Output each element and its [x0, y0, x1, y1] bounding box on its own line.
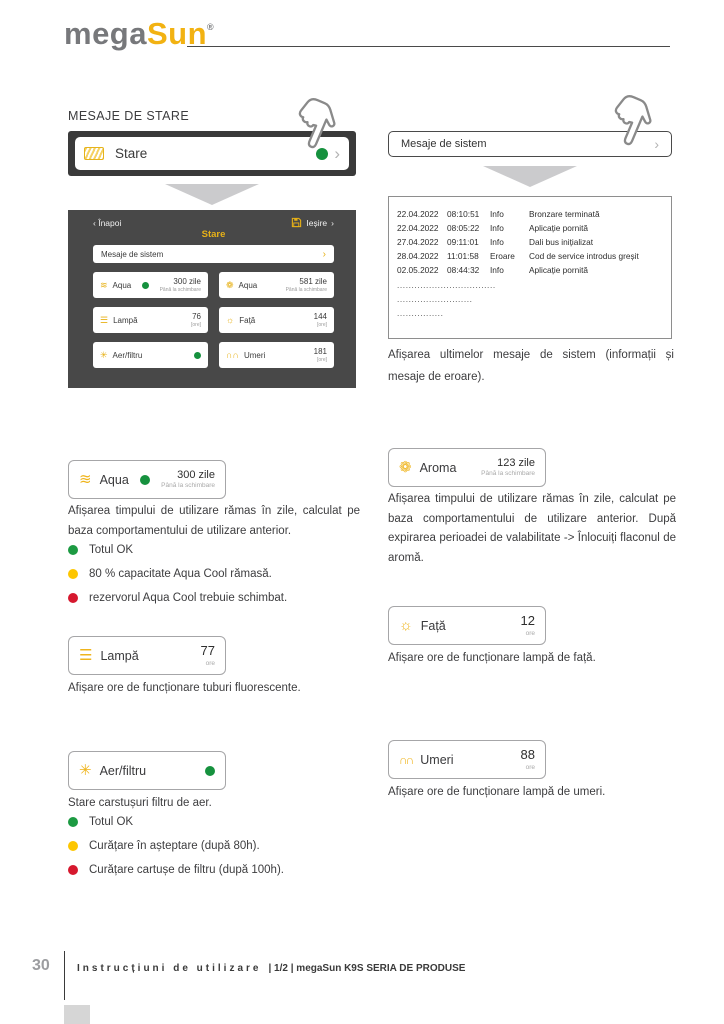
- tile-label: Față: [239, 315, 256, 325]
- status-dot-yellow: [68, 569, 78, 579]
- message-text: Aplicație pornită: [529, 222, 589, 233]
- tile-label: Aqua: [99, 472, 129, 487]
- message-text: Dali bus inițializat: [529, 236, 594, 247]
- tile-value: 300 zile: [177, 468, 215, 481]
- aer-filtru-detail-tile: [68, 751, 226, 790]
- message-date: 22.04.2022: [397, 209, 439, 219]
- legend-text: Curățare cartușe de filtru (după 100h).: [89, 864, 284, 876]
- message-row: [397, 264, 663, 278]
- tile-label: Aroma: [419, 460, 457, 475]
- legend-item: [68, 592, 287, 604]
- message-type: Info: [490, 222, 504, 233]
- save-icon: [291, 217, 302, 228]
- tile-lampa: [93, 307, 208, 333]
- message-type: Info: [490, 209, 504, 219]
- chevron-left-icon: ‹: [93, 217, 96, 228]
- aroma-icon: ❁: [226, 279, 234, 290]
- page-number: 30: [32, 957, 50, 974]
- message-row: [397, 208, 663, 222]
- tile-label: Lampă: [100, 648, 139, 663]
- ellipsis-row: ................: [397, 307, 444, 318]
- message-time: 08:44:32: [447, 264, 480, 275]
- tile-sub: ore: [525, 763, 535, 771]
- message-row: [397, 236, 663, 250]
- message-time: 08:10:51: [447, 209, 480, 219]
- aer-description: Stare carstușuri filtru de aer.: [68, 797, 212, 809]
- menu-label: Mesaje de sistem: [101, 249, 164, 259]
- legend-item: [68, 864, 284, 876]
- tile-label: Lampă: [113, 315, 138, 325]
- message-row: [397, 222, 663, 236]
- message-row: [397, 250, 663, 264]
- tile-sub: Până la schimbare: [159, 286, 201, 293]
- tile-value: 581 zile: [299, 277, 327, 287]
- hand-cursor-icon: [288, 94, 343, 156]
- hand-cursor-icon: [604, 91, 659, 153]
- legend-item: [68, 544, 133, 556]
- registered-mark: ®: [207, 22, 215, 32]
- chevron-right-icon: ›: [654, 136, 659, 152]
- status-dot-yellow: [68, 841, 78, 851]
- logo-mega: mega: [64, 16, 147, 51]
- tile-label: Aqua: [238, 280, 258, 290]
- battery-status-icon: [84, 147, 104, 160]
- tile-sub: Până la schimbare: [285, 286, 327, 293]
- footer-text: [77, 963, 465, 974]
- device-screen-header: [93, 217, 334, 228]
- status-dot-green: [68, 545, 78, 555]
- tile-fata: [219, 307, 334, 333]
- aqua-description: Afișarea timpului de utilizare rămas în zile, calculat pe baza comportamentului de utilizare anterior.: [68, 505, 360, 537]
- message-text: Bronzare terminată: [529, 209, 600, 219]
- legend-text: Totul OK: [89, 816, 134, 828]
- tile-sub: [ore]: [316, 321, 327, 328]
- logo-sun: Sun: [146, 16, 208, 51]
- flow-arrow-down: [483, 166, 577, 187]
- exit-label: Ieșire: [306, 217, 328, 228]
- footer-rule: [64, 951, 65, 1000]
- tile-label: Umeri: [243, 350, 266, 360]
- ellipsis-row: ..........................: [397, 293, 473, 304]
- lampa-detail-tile: [68, 636, 226, 675]
- device-screen-title: Stare: [201, 229, 226, 240]
- message-type: Info: [490, 236, 504, 247]
- chevron-right-icon: ›: [331, 217, 334, 228]
- legend-text: 80 % capacitate Aqua Cool rămasă.: [89, 568, 272, 580]
- tile-value: 12: [520, 613, 535, 629]
- corner-decoration: [64, 1005, 90, 1024]
- footer-right: | 1/2 | megaSun K9S SERIA DE PRODUSE: [268, 963, 466, 974]
- tile-umeri: [219, 342, 334, 368]
- fata-detail-tile: [388, 606, 546, 645]
- exit-button: [291, 217, 334, 228]
- tile-label: Umeri: [420, 752, 454, 767]
- fata-description: Afișare ore de funcționare lampă de față.: [388, 652, 596, 664]
- tile-aqua-2: [219, 272, 334, 298]
- tile-value: 300 zile: [173, 277, 201, 287]
- tile-aqua: [93, 272, 208, 298]
- air-filter-icon: ✳: [79, 762, 92, 779]
- message-type: Info: [490, 264, 504, 275]
- footer-left: Instrucțiuni de utilizare: [77, 963, 262, 974]
- message-text: Cod de service introdus greșit: [529, 250, 639, 261]
- tile-label: Față: [420, 618, 446, 633]
- message-type: Eroare: [490, 250, 515, 261]
- face-icon: ☼: [399, 617, 413, 634]
- section-title: MESAJE DE STARE: [68, 109, 190, 123]
- status-dot-green: [142, 282, 149, 289]
- tile-sub: Până la schimbare: [481, 470, 535, 478]
- aqua-icon: ≋: [100, 279, 108, 290]
- status-dot-red: [68, 865, 78, 875]
- tile-value: 88: [520, 747, 535, 763]
- legend-text: Totul OK: [89, 544, 134, 556]
- message-time: 09:11:01: [447, 236, 479, 247]
- ellipsis-row: ..................................: [397, 279, 496, 290]
- status-dot-green: [205, 766, 215, 776]
- umeri-description: Afișare ore de funcționare lampă de umeri.: [388, 786, 606, 798]
- lampa-description: Afișare ore de funcționare tuburi fluorescente.: [68, 682, 301, 694]
- status-dot-green: [68, 817, 78, 827]
- system-messages-label: Mesaje de sistem: [401, 138, 487, 150]
- tile-value: 123 zile: [497, 456, 535, 469]
- air-filter-icon: ✳: [100, 349, 108, 360]
- lamp-icon: ☰: [100, 314, 109, 325]
- chevron-right-icon: ›: [322, 248, 326, 260]
- tile-sub: ore: [205, 659, 215, 667]
- system-messages-menu-item: [93, 245, 334, 263]
- legend-item: [68, 568, 272, 580]
- tile-label: Aer/filtru: [99, 763, 147, 778]
- message-date: 02.05.2022: [397, 264, 439, 275]
- legend-item: [68, 816, 133, 828]
- tile-value: 144: [313, 312, 327, 322]
- tile-sub: Până la schimbare: [161, 482, 215, 490]
- tile-value: 77: [200, 643, 215, 659]
- aroma-icon: ❁: [399, 459, 412, 476]
- message-date: 27.04.2022: [397, 236, 439, 247]
- status-dot-green: [140, 475, 150, 485]
- tile-label: Aer/filtru: [112, 350, 143, 360]
- tile-label: Aqua: [112, 280, 132, 290]
- tile-value: 181: [313, 347, 327, 357]
- legend-text: Curățare în așteptare (după 80h).: [89, 840, 260, 852]
- message-date: 22.04.2022: [397, 222, 439, 233]
- aroma-text-2: După expirarea perioadei de valabilitate -> Înlocuiți flaconul de aromă.: [388, 512, 677, 564]
- message-time: 11:01:58: [447, 250, 479, 261]
- status-tile-grid: [93, 272, 334, 368]
- tile-sub: [ore]: [190, 321, 201, 328]
- back-button: [93, 218, 121, 228]
- messages-caption: Afișarea ultimelor mesaje de sistem (informații și mesaje de eroare).: [388, 349, 674, 384]
- aroma-detail-tile: [388, 448, 546, 487]
- chevron-right-icon: ›: [334, 144, 340, 163]
- tile-sub: ore: [525, 629, 535, 637]
- tile-sub: [ore]: [316, 356, 327, 363]
- aroma-text-1: Afișarea timpului de utilizare rămas în zile, calculat pe baza comportamentului de utilizare anterior.: [388, 493, 676, 525]
- aqua-icon: ≋: [79, 471, 92, 488]
- aqua-detail-tile: [68, 460, 226, 499]
- system-messages-list: [388, 196, 672, 339]
- legend-text: rezervorul Aqua Cool trebuie schimbat.: [89, 592, 288, 604]
- status-dot-green: [194, 352, 201, 359]
- message-time: 08:05:22: [447, 222, 480, 233]
- message-text: Aplicație pornită: [529, 264, 589, 275]
- umeri-detail-tile: [388, 740, 546, 779]
- status-dot-red: [68, 593, 78, 603]
- lamp-icon: ☰: [79, 647, 93, 664]
- legend-item: [68, 840, 260, 852]
- stare-button-label: Stare: [115, 146, 148, 161]
- message-date: 28.04.2022: [397, 250, 439, 261]
- header-rule: [187, 46, 670, 47]
- tile-value: 76: [192, 312, 201, 322]
- flow-arrow-down: [165, 184, 259, 205]
- back-label: Înapoi: [98, 217, 122, 228]
- shoulder-icon: ∩∩: [399, 752, 413, 767]
- aroma-description: [388, 490, 676, 568]
- tile-aer-filtru: [93, 342, 208, 368]
- shoulder-icon: ∩∩: [226, 349, 239, 360]
- face-icon: ☼: [226, 314, 235, 325]
- device-screen-panel: [68, 210, 356, 388]
